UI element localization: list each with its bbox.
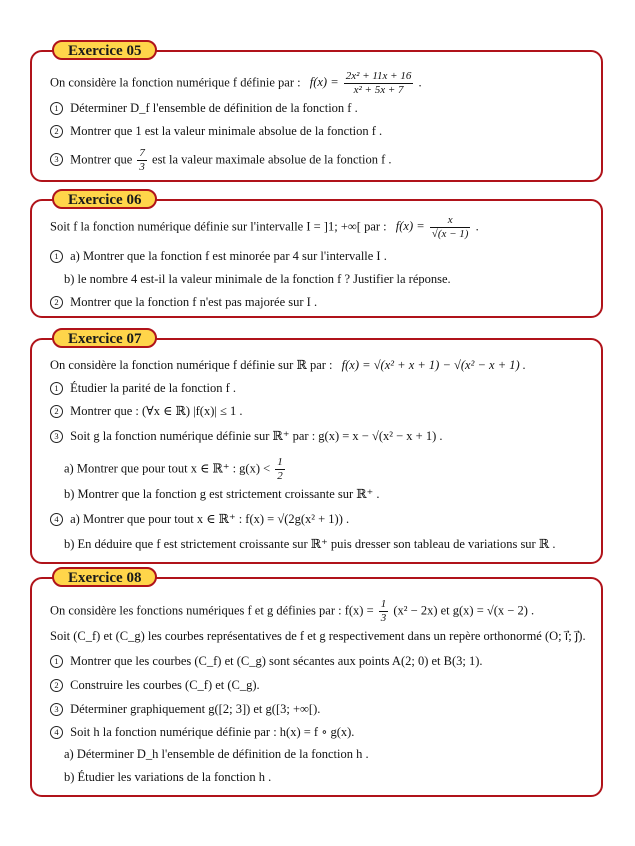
exercise-08-title: Exercice 08 (52, 567, 157, 587)
item-text: b) Étudier les variations de la fonction h . (64, 770, 272, 784)
exercise-05-func-end: . (418, 75, 422, 90)
exercise-06-func-fraction (430, 214, 471, 241)
exercise-07-func: f(x) = √(x² + x + 1) − √(x² − x + 1) . (341, 358, 526, 372)
item-text: a) Montrer que la fonction f est minorée par 4 sur l'intervalle I . (70, 249, 387, 263)
item-text: Montrer que les courbes (C_f) et (C_g) sont sécantes aux points A(2; 0) et B(3; 1). (70, 654, 483, 668)
exercise-07-intro: On considère la fonction numérique f définie sur ℝ par : (50, 358, 333, 372)
exercise-08-item-3 (50, 701, 320, 717)
fraction-numerator: 7 (139, 147, 145, 159)
item-text-before: a) Montrer que pour tout x ∈ ℝ⁺ : g(x) < (64, 461, 271, 476)
item-number-icon: 3 (50, 703, 63, 716)
exercise-05-func-lhs: f(x) = (309, 75, 339, 90)
exercise-08-intro-after: (x² − 2x) et g(x) = √(x − 2) . (393, 603, 535, 618)
exercise-05-func-numerator: 2x² + 11x + 16 (345, 70, 412, 82)
fraction-denominator: 2 (277, 470, 283, 482)
exercise-06-func-denominator: √(x − 1) (431, 228, 469, 240)
item-number-icon: 4 (50, 726, 63, 739)
item-text: Soit g la fonction numérique définie sur ℝ⁺ par : g(x) = x − √(x² − x + 1) . (70, 429, 443, 443)
item-text: Déterminer D_f l'ensemble de définition de la fonction f . (70, 101, 358, 115)
exercise-06-func-numerator: x (430, 214, 471, 228)
item-number-icon: 3 (50, 430, 63, 443)
item-text: b) le nombre 4 est-il la valeur minimale de la fonction f ? Justifier la réponse. (64, 272, 451, 286)
exercise-07-title: Exercice 07 (52, 328, 157, 348)
exercise-07-item-3 (50, 428, 443, 444)
fraction-numerator: 1 (277, 456, 283, 468)
exercise-06-item-2 (50, 294, 317, 310)
item-number-icon: 1 (50, 102, 63, 115)
exercise-05-statement (50, 70, 422, 97)
exercise-05-title: Exercice 05 (52, 40, 157, 60)
exercise-07-statement (50, 357, 526, 373)
item-text: Montrer que 1 est la valeur minimale absolue de la fonction f . (70, 124, 383, 138)
item-text: Soit (C_f) et (C_g) les courbes représentatives de f et g respectivement dans un repère orthonormé (O; i⃗; j⃗). (50, 629, 586, 643)
exercise-07-item-4b (64, 536, 555, 552)
exercise-06-item-1 (50, 248, 387, 264)
item-number-icon: 1 (50, 250, 63, 263)
exercise-08-item-2 (50, 677, 260, 693)
item-number-icon: 3 (50, 153, 63, 166)
exercise-05-intro: On considère la fonction numérique f définie par : (50, 75, 301, 90)
item-text: Déterminer graphiquement g([2; 3]) et g([3; +∞[). (70, 702, 321, 716)
item-text-after: est la valeur maximale absolue de la fonction f . (152, 152, 392, 167)
exercise-08-curves-line (50, 628, 586, 644)
exercise-05-item-2 (50, 123, 382, 139)
exercise-07-item-1 (50, 380, 236, 396)
exercise-06-func-lhs: f(x) = (395, 219, 425, 234)
item-number-icon: 4 (50, 513, 63, 526)
fraction-numerator: 1 (380, 598, 387, 610)
item-text: a) Déterminer D_h l'ensemble de définition de la fonction h . (64, 747, 369, 761)
fraction-denominator: 3 (139, 161, 145, 173)
exercise-05-func-fraction (344, 70, 414, 97)
exercise-07-item-3a (64, 456, 287, 483)
item-number-icon: 2 (50, 125, 63, 138)
item-text-before: Montrer que (70, 152, 133, 167)
exercise-08-item-1 (50, 653, 483, 669)
exercise-08-item-4 (50, 724, 354, 740)
exercise-08-statement (50, 598, 534, 625)
item-number-icon: 1 (50, 382, 63, 395)
exercise-06-statement (50, 214, 479, 241)
item-text: Montrer que : (∀x ∈ ℝ) |f(x)| ≤ 1 . (70, 404, 243, 418)
exercise-05-item-3 (50, 147, 392, 174)
exercise-07-item-2 (50, 403, 242, 419)
exercise-06-intro: Soit f la fonction numérique définie sur l'intervalle I = ]1; +∞[ par : (50, 219, 387, 234)
item-number-icon: 1 (50, 655, 63, 668)
item-fraction (137, 147, 147, 174)
exercise-08-item-4a (64, 746, 369, 762)
item-text: b) En déduire que f est strictement croissante sur ℝ⁺ puis dresser son tableau de variations sur ℝ . (64, 537, 556, 551)
fraction-denominator: 3 (380, 612, 387, 624)
exercise-05-func-denominator: x² + 5x + 7 (353, 84, 404, 96)
item-number-icon: 2 (50, 679, 63, 692)
exercise-06-func-end: . (475, 219, 479, 234)
item-text: Étudier la parité de la fonction f . (70, 381, 237, 395)
exercise-06-title: Exercice 06 (52, 189, 157, 209)
item-number-icon: 2 (50, 296, 63, 309)
exercise-08-item-4b (64, 769, 271, 785)
item-text: Montrer que la fonction f n'est pas majorée sur I . (70, 295, 318, 309)
exercise-08-fraction (379, 598, 389, 625)
exercise-05-item-1 (50, 100, 358, 116)
item-text: b) Montrer que la fonction g est strictement croissante sur ℝ⁺ . (64, 487, 380, 501)
item-text: Soit h la fonction numérique définie par : h(x) = f ∘ g(x). (70, 725, 355, 739)
exercise-07-item-4 (50, 511, 349, 527)
item-fraction (275, 456, 285, 483)
exercise-08-intro-before: On considère les fonctions numériques f et g définies par : f(x) = (50, 603, 374, 618)
item-number-icon: 2 (50, 405, 63, 418)
exercise-06-item-1b (64, 271, 451, 287)
exercise-07-item-3b (64, 486, 380, 502)
item-text: Construire les courbes (C_f) et (C_g). (70, 678, 260, 692)
item-text: a) Montrer que pour tout x ∈ ℝ⁺ : f(x) = √(2g(x² + 1)) . (70, 512, 350, 526)
